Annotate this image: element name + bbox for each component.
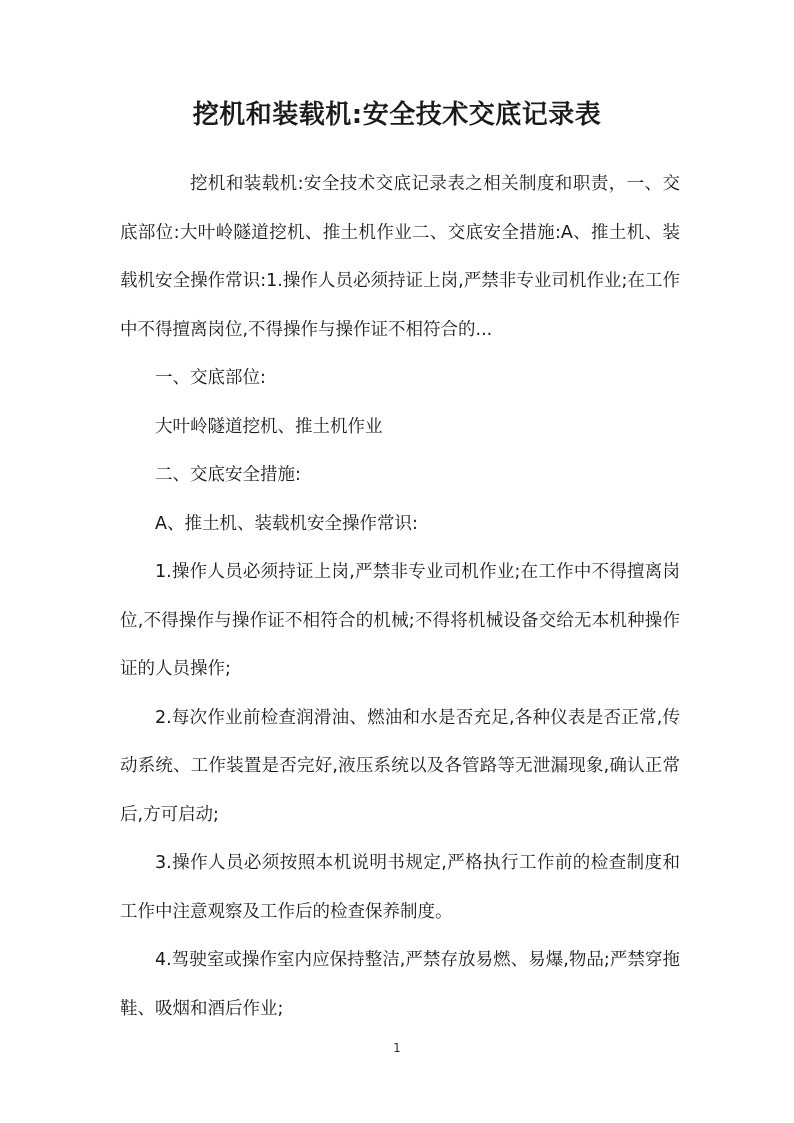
location-text: 大叶岭隧道挖机、推土机作业 <box>155 416 383 437</box>
document-body <box>120 160 680 1033</box>
page-number: 1 <box>393 1041 401 1055</box>
summary-paragraph: 挖机和装载机:安全技术交底记录表之相关制度和职责，一、交底部位:大叶岭隧道挖机、推土机作业二、交底安全措施:A、推土机、装载机安全操作常识:1.操作人员必须持证上岗,严禁非专业司机作业;在工作中不得擅离岗位,不得操作与操作证不相符合的... <box>120 174 680 340</box>
document-title: 挖机和装载机:安全技术交底记录表 <box>192 100 602 130</box>
section-heading-location: 一、交底部位: <box>155 368 266 388</box>
rule-item-3: 3.操作人员必须按照本机说明书规定,严格执行工作前的检查制度和工作中注意观察及工作后的检查保养制度。 <box>120 853 680 922</box>
subsection-heading-operation-knowledge: A、推土机、装载机安全操作常识: <box>155 513 418 534</box>
section-heading-safety-measures: 二、交底安全措施: <box>155 465 301 485</box>
rule-item-2: 2.每次作业前检查润滑油、燃油和水是否充足,各种仪表是否正常,传动系统、工作装置是否完好,液压系统以及各管路等无泄漏现象,确认正常后,方可启动; <box>120 707 680 825</box>
rule-item-4: 4.驾驶室或操作室内应保持整洁,严禁存放易燃、易爆,物品;严禁穿拖鞋、吸烟和酒后作业; <box>120 950 680 1019</box>
rule-item-1: 1.操作人员必须持证上岗,严禁非专业司机作业;在工作中不得擅离岗位,不得操作与操作证不相符合的机械;不得将机械设备交给无本机种操作证的人员操作; <box>120 562 680 679</box>
